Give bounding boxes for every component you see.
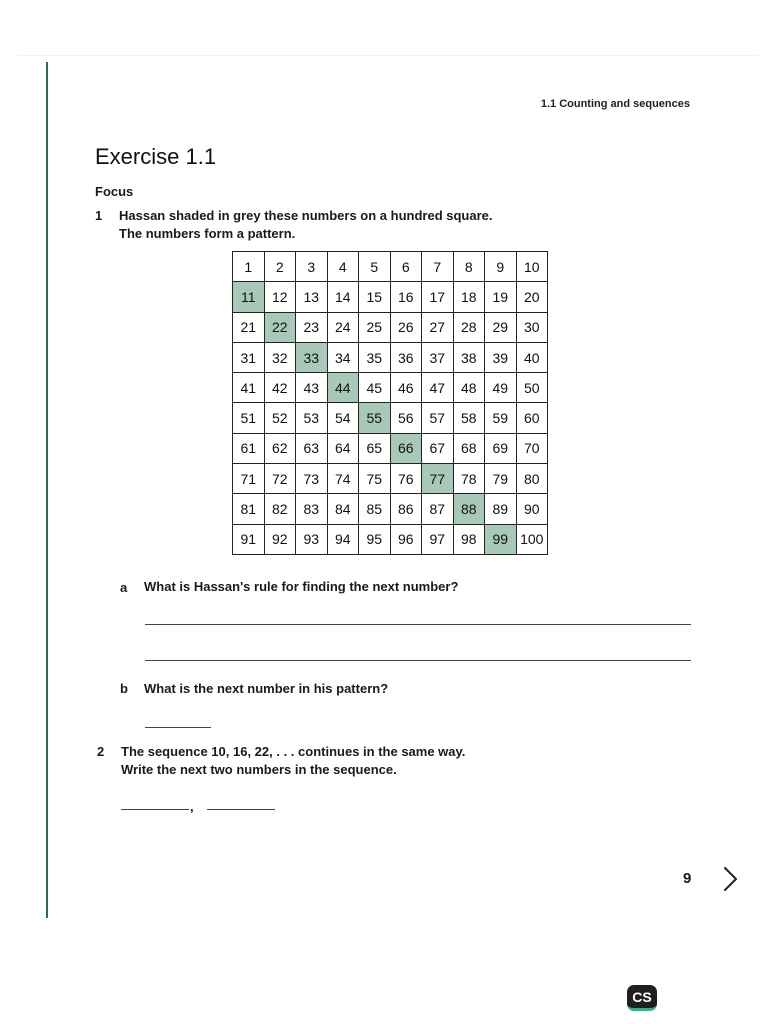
section-header: 1.1 Counting and sequences <box>540 98 690 110</box>
hundred-square-row <box>233 312 548 342</box>
hundred-square-cell: 89 <box>485 494 517 524</box>
hundred-square-cell: 6 <box>390 252 422 282</box>
hundred-square-cell: 4 <box>327 252 359 282</box>
question-2-number: 2 <box>97 744 105 759</box>
hundred-square-cell: 92 <box>264 524 296 554</box>
hundred-square-cell: 24 <box>327 312 359 342</box>
hundred-square-cell: 14 <box>327 282 359 312</box>
question-1-line-1: Hassan shaded in grey these numbers on a hundred square. <box>119 208 493 223</box>
hundred-square-cell: 20 <box>516 282 548 312</box>
hundred-square-cell: 65 <box>359 433 391 463</box>
hundred-square-cell: 29 <box>485 312 517 342</box>
hundred-square-cell: 21 <box>233 312 265 342</box>
focus-label: Focus <box>95 184 134 199</box>
hundred-square-cell: 43 <box>296 373 328 403</box>
answer-separator: , <box>190 799 194 814</box>
question-2-line-2-end: numbers in the sequence. <box>232 762 397 777</box>
question-2-line-1: The sequence 10, 16, 22, . . . continues in the same way. <box>121 744 466 759</box>
hundred-square-cell: 44 <box>327 373 359 403</box>
hundred-square-cell: 76 <box>390 464 422 494</box>
hundred-square-cell: 84 <box>327 494 359 524</box>
hundred-square-row <box>233 433 548 463</box>
hundred-square-cell: 33 <box>296 342 328 372</box>
hundred-square-cell: 25 <box>359 312 391 342</box>
hundred-square-cell: 97 <box>422 524 454 554</box>
hundred-square-cell: 11 <box>233 282 265 312</box>
hundred-square-cell: 32 <box>264 342 296 372</box>
hundred-square-cell: 51 <box>233 403 265 433</box>
hundred-square-cell: 1 <box>233 252 265 282</box>
hundred-square-cell: 96 <box>390 524 422 554</box>
hundred-square-cell: 55 <box>359 403 391 433</box>
part-a-label: a <box>120 580 128 595</box>
hundred-square-cell: 56 <box>390 403 422 433</box>
hundred-square-cell: 85 <box>359 494 391 524</box>
hundred-square-cell: 5 <box>359 252 391 282</box>
hundred-square-cell: 45 <box>359 373 391 403</box>
hundred-square-cell: 57 <box>422 403 454 433</box>
page-number: 9 <box>683 870 692 887</box>
page-spine-rule <box>46 62 48 918</box>
hundred-square-cell: 47 <box>422 373 454 403</box>
hundred-square-row <box>233 342 548 372</box>
hundred-square-cell: 87 <box>422 494 454 524</box>
answer-line-a2[interactable] <box>145 660 691 661</box>
hundred-square-cell: 90 <box>516 494 548 524</box>
camscanner-badge: CS <box>627 985 657 1011</box>
hundred-square-cell: 79 <box>485 464 517 494</box>
hundred-square-cell: 8 <box>453 252 485 282</box>
answer-line-2b[interactable] <box>207 809 275 810</box>
hundred-square-cell: 95 <box>359 524 391 554</box>
hundred-square-cell: 77 <box>422 464 454 494</box>
hundred-square-cell: 73 <box>296 464 328 494</box>
hundred-square-cell: 7 <box>422 252 454 282</box>
hundred-square-cell: 78 <box>453 464 485 494</box>
hundred-square-cell: 22 <box>264 312 296 342</box>
hundred-square-cell: 94 <box>327 524 359 554</box>
question-2-line-2-start: Write the next <box>121 762 211 777</box>
hundred-square-cell: 31 <box>233 342 265 372</box>
hundred-square-cell: 35 <box>359 342 391 372</box>
hundred-square-cell: 99 <box>485 524 517 554</box>
chevron-right-icon[interactable] <box>718 864 742 894</box>
hundred-square-cell: 3 <box>296 252 328 282</box>
hundred-square-cell: 46 <box>390 373 422 403</box>
hundred-square-cell: 93 <box>296 524 328 554</box>
hundred-square-row <box>233 524 548 554</box>
hundred-square-cell: 10 <box>516 252 548 282</box>
hundred-square-cell: 15 <box>359 282 391 312</box>
exercise-title: Exercise 1.1 <box>95 144 217 169</box>
hundred-square-cell: 12 <box>264 282 296 312</box>
part-a-question: What is Hassan's rule for finding the next number? <box>144 579 459 594</box>
question-1-number: 1 <box>95 208 103 223</box>
hundred-square-cell: 83 <box>296 494 328 524</box>
hundred-square-cell: 67 <box>422 433 454 463</box>
hundred-square-cell: 75 <box>359 464 391 494</box>
hundred-square-cell: 49 <box>485 373 517 403</box>
hundred-square-cell: 86 <box>390 494 422 524</box>
hundred-square-cell: 64 <box>327 433 359 463</box>
hundred-square-cell: 53 <box>296 403 328 433</box>
hundred-square-cell: 16 <box>390 282 422 312</box>
hundred-square-cell: 28 <box>453 312 485 342</box>
hundred-square-cell: 91 <box>233 524 265 554</box>
hundred-square-cell: 50 <box>516 373 548 403</box>
hundred-square-cell: 2 <box>264 252 296 282</box>
hundred-square-cell: 74 <box>327 464 359 494</box>
hundred-square-cell: 61 <box>233 433 265 463</box>
hundred-square-cell: 100 <box>516 524 548 554</box>
hundred-square-cell: 54 <box>327 403 359 433</box>
question-2-line-2 <box>121 761 397 779</box>
hundred-square-cell: 34 <box>327 342 359 372</box>
hundred-square-row <box>233 373 548 403</box>
hundred-square-cell: 62 <box>264 433 296 463</box>
hundred-square-cell: 18 <box>453 282 485 312</box>
hundred-square-cell: 38 <box>453 342 485 372</box>
answer-line-2a[interactable] <box>121 809 189 810</box>
hundred-square-cell: 41 <box>233 373 265 403</box>
hundred-square-cell: 48 <box>453 373 485 403</box>
hundred-square-cell: 69 <box>485 433 517 463</box>
hundred-square-cell: 58 <box>453 403 485 433</box>
hundred-square-cell: 72 <box>264 464 296 494</box>
part-b-label: b <box>120 681 128 696</box>
hundred-square-cell: 63 <box>296 433 328 463</box>
hundred-square-row <box>233 494 548 524</box>
part-b-question: What is the next number in his pattern? <box>144 681 389 696</box>
hundred-square-cell: 37 <box>422 342 454 372</box>
hundred-square-cell: 26 <box>390 312 422 342</box>
hundred-square-cell: 42 <box>264 373 296 403</box>
hundred-square-cell: 9 <box>485 252 517 282</box>
hundred-square-cell: 13 <box>296 282 328 312</box>
hundred-square-cell: 27 <box>422 312 454 342</box>
hundred-square-cell: 66 <box>390 433 422 463</box>
hundred-square-cell: 60 <box>516 403 548 433</box>
hundred-square-row <box>233 282 548 312</box>
hundred-square-cell: 82 <box>264 494 296 524</box>
hundred-square-cell: 40 <box>516 342 548 372</box>
question-1-line-2: The numbers form a pattern. <box>119 226 296 241</box>
hundred-square-cell: 39 <box>485 342 517 372</box>
hundred-square-cell: 30 <box>516 312 548 342</box>
hundred-square-row <box>233 403 548 433</box>
hundred-square-cell: 80 <box>516 464 548 494</box>
hundred-square-cell: 23 <box>296 312 328 342</box>
hundred-square-cell: 71 <box>233 464 265 494</box>
hundred-square <box>232 251 548 555</box>
hundred-square-cell: 19 <box>485 282 517 312</box>
hundred-square-cell: 81 <box>233 494 265 524</box>
hundred-square-cell: 68 <box>453 433 485 463</box>
hundred-square-row <box>233 252 548 282</box>
hundred-square-cell: 52 <box>264 403 296 433</box>
hundred-square-cell: 70 <box>516 433 548 463</box>
hundred-square-cell: 88 <box>453 494 485 524</box>
answer-line-a1[interactable] <box>145 624 691 625</box>
question-2-emphasis: two <box>210 762 233 777</box>
hundred-square-cell: 36 <box>390 342 422 372</box>
hundred-square-row <box>233 464 548 494</box>
hundred-square-cell: 17 <box>422 282 454 312</box>
hundred-square-cell: 59 <box>485 403 517 433</box>
hundred-square-cell: 98 <box>453 524 485 554</box>
answer-line-b[interactable] <box>145 727 211 728</box>
